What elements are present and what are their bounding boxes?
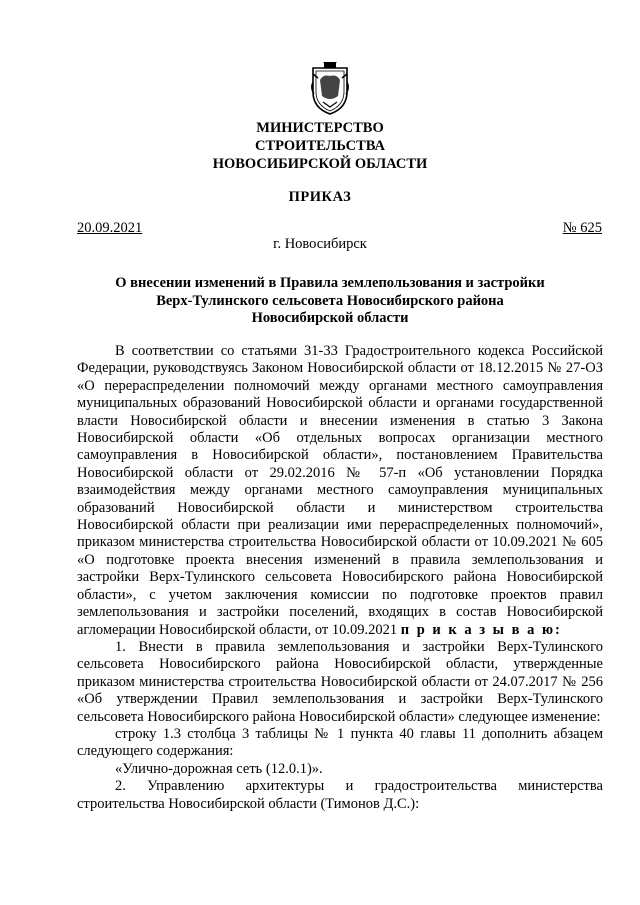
ministry-line: НОВОСИБИРСКОЙ ОБЛАСТИ — [212, 156, 428, 172]
document-type: ПРИКАЗ — [288, 189, 352, 205]
subject-line: Новосибирской области — [251, 310, 409, 326]
ministry-line: МИНИСТЕРСТВО — [256, 120, 384, 136]
body-paragraph: строку 1.3 столбца 3 таблицы № 1 пункта 40 главы 11 дополнить абзацем следующего содержания: — [77, 725, 603, 760]
order-body — [77, 343, 603, 813]
body-paragraph — [77, 343, 603, 639]
subject-line: Верх-Тулинского сельсовета Новосибирского района — [156, 292, 504, 309]
ministry-name — [0, 119, 640, 173]
body-paragraph: 2. Управлению архитектуры и градостроительства министерства строительства Новосибирской области (Тимонов Д.С.): — [77, 778, 603, 812]
order-subject — [60, 275, 600, 328]
ministry-line: СТРОИТЕЛЬСТВА — [254, 138, 386, 154]
coat-of-arms-icon — [309, 62, 351, 116]
order-city: г. Новосибирск — [273, 236, 367, 252]
order-command: п р и к а з ы в а ю: — [400, 621, 562, 638]
order-number: № 625 — [562, 220, 602, 236]
subject-line: О внесении изменений в Правила землепользования и застройки — [115, 275, 545, 291]
body-text: В соответствии со статьями 31-33 Градостроительного кодекса Российской Федерации, руководствуясь Законом Новосибирской области от 18.12.2015 № 27-ОЗ «О перераспределении полномочий между органами местного самоуправления муниципальных образований Новосибирской области и органами государственной власти Новосибирской области и внесении изменения в статью 3 Закона Новосибирской области «Об отдельных вопросах организации местного самоуправления в Новосибирской области», постановлением Правительства Новосибирской области от 29.02.2016 № 57-п «Об установлении Порядка взаимодействия между органами местного самоуправления муниципальных образований Новосибирской области и министерством строительства Новосибирской области при реализации ими перераспределенных полномочий», приказом министерства строительства Новосибирской области от 10.09.2021 № 605 «О подготовке проекта внесения изменений в правила землепользования и застройки Верх-Тулинского сельсовета Новосибирского района Новосибирской области», с учетом заключения комиссии по подготовке проектов правил землепользования и застройки поселений, входящих в состав Новосибирской агломерации Новосибирской области, от 10.09.2021 — [77, 343, 603, 638]
order-date: 20.09.2021 — [77, 220, 143, 236]
body-paragraph: 1. Внести в правила землепользования и застройки Верх-Тулинского сельсовета Новосибирского района Новосибирской области, утвержденные приказом министерства строительства Новосибирской области от 24.07.2017 № 256 «Об утверждении Правил землепользования и застройки Верх-Тулинского сельсовета Новосибирского района Новосибирской области» следующее изменение: — [77, 638, 603, 725]
body-paragraph: «Улично-дорожная сеть (12.0.1)». — [115, 760, 323, 777]
